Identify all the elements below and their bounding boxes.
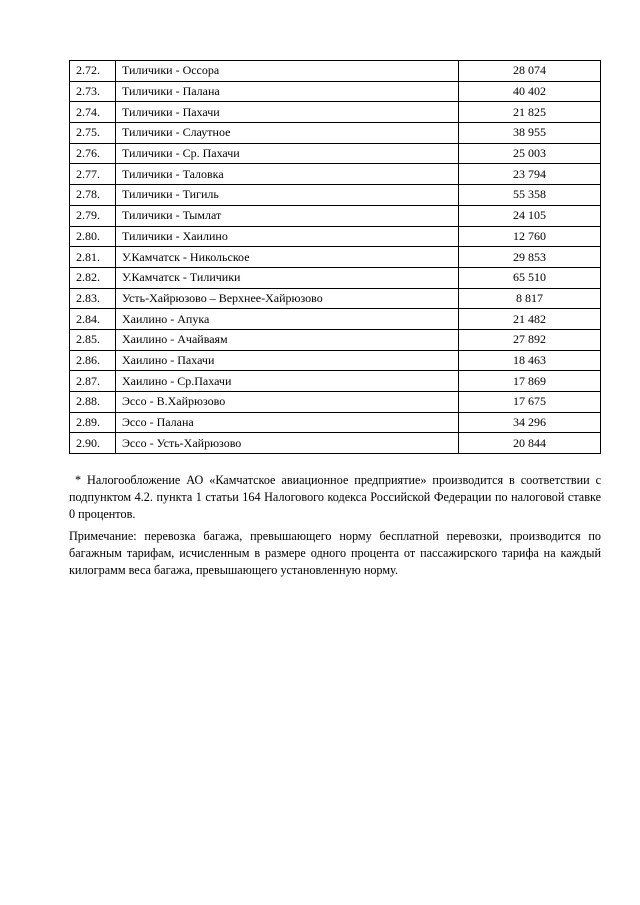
route-name: Тиличики - Слаутное	[116, 123, 459, 144]
tariff-value: 25 003	[459, 143, 601, 164]
table-row	[70, 412, 601, 433]
row-number: 2.76.	[70, 143, 116, 164]
tariff-table-body	[70, 61, 601, 454]
tariff-value: 34 296	[459, 412, 601, 433]
tariff-value: 23 794	[459, 164, 601, 185]
table-row	[70, 102, 601, 123]
table-row	[70, 350, 601, 371]
row-number: 2.78.	[70, 185, 116, 206]
route-name: Тиличики - Таловка	[116, 164, 459, 185]
table-row	[70, 61, 601, 82]
row-number: 2.83.	[70, 288, 116, 309]
row-number: 2.74.	[70, 102, 116, 123]
table-row	[70, 288, 601, 309]
tariff-value: 20 844	[459, 433, 601, 454]
route-name: Усть-Хайрюзово – Верхнее-Хайрюзово	[116, 288, 459, 309]
route-name: Тиличики - Тымлат	[116, 205, 459, 226]
route-name: Эссо - В.Хайрюзово	[116, 392, 459, 413]
tariff-value: 12 760	[459, 226, 601, 247]
tariff-value: 18 463	[459, 350, 601, 371]
tariff-value: 21 482	[459, 309, 601, 330]
tariff-value: 8 817	[459, 288, 601, 309]
row-number: 2.77.	[70, 164, 116, 185]
route-name: Тиличики - Палана	[116, 81, 459, 102]
table-row	[70, 329, 601, 350]
route-name: Хаилино - Ср.Пахачи	[116, 371, 459, 392]
tariff-value: 38 955	[459, 123, 601, 144]
table-row	[70, 143, 601, 164]
row-number: 2.85.	[70, 329, 116, 350]
route-name: Хаилино - Пахачи	[116, 350, 459, 371]
route-name: Тиличики - Оссора	[116, 61, 459, 82]
tariff-value: 21 825	[459, 102, 601, 123]
row-number: 2.72.	[70, 61, 116, 82]
table-row	[70, 392, 601, 413]
row-number: 2.87.	[70, 371, 116, 392]
tariff-value: 55 358	[459, 185, 601, 206]
table-row	[70, 433, 601, 454]
table-row	[70, 371, 601, 392]
route-name: Тиличики - Хаилино	[116, 226, 459, 247]
route-name: У.Камчатск - Тиличики	[116, 267, 459, 288]
table-row	[70, 226, 601, 247]
table-row	[70, 164, 601, 185]
table-row	[70, 309, 601, 330]
table-row	[70, 247, 601, 268]
route-name: Тиличики - Тигиль	[116, 185, 459, 206]
row-number: 2.75.	[70, 123, 116, 144]
route-name: Эссо - Усть-Хайрюзово	[116, 433, 459, 454]
row-number: 2.89.	[70, 412, 116, 433]
tariff-value: 40 402	[459, 81, 601, 102]
tax-footnote: * Налогообложение АО «Камчатское авиационное предприятие» производится в соответствии с подпунктом 4.2. пункта 1 статьи 164 Налогового кодекса Российской Федерации по налоговой ставке 0 процентов.	[69, 473, 601, 521]
baggage-remark: Примечание: перевозка багажа, превышающего норму бесплатной перевозки, производится по багажным тарифам, исчисленным в размере одного процента от пассажирского тарифа на каждый килограмм веса багажа, превышающего установленную норму.	[69, 529, 601, 577]
row-number: 2.86.	[70, 350, 116, 371]
table-row	[70, 185, 601, 206]
tariff-value: 17 675	[459, 392, 601, 413]
route-name: Эссо - Палана	[116, 412, 459, 433]
route-name: Хаилино - Ачайваям	[116, 329, 459, 350]
table-row	[70, 81, 601, 102]
tariff-value: 28 074	[459, 61, 601, 82]
route-name: Хаилино - Апука	[116, 309, 459, 330]
tariff-value: 65 510	[459, 267, 601, 288]
table-row	[70, 123, 601, 144]
tariff-value: 24 105	[459, 205, 601, 226]
row-number: 2.80.	[70, 226, 116, 247]
table-row	[70, 267, 601, 288]
route-name: Тиличики - Пахачи	[116, 102, 459, 123]
row-number: 2.90.	[70, 433, 116, 454]
row-number: 2.73.	[70, 81, 116, 102]
row-number: 2.82.	[70, 267, 116, 288]
row-number: 2.81.	[70, 247, 116, 268]
tariff-value: 29 853	[459, 247, 601, 268]
tariff-table	[69, 60, 601, 454]
route-name: У.Камчатск - Никольское	[116, 247, 459, 268]
row-number: 2.84.	[70, 309, 116, 330]
tariff-value: 17 869	[459, 371, 601, 392]
route-name: Тиличики - Ср. Пахачи	[116, 143, 459, 164]
tariff-value: 27 892	[459, 329, 601, 350]
row-number: 2.88.	[70, 392, 116, 413]
table-row	[70, 205, 601, 226]
row-number: 2.79.	[70, 205, 116, 226]
